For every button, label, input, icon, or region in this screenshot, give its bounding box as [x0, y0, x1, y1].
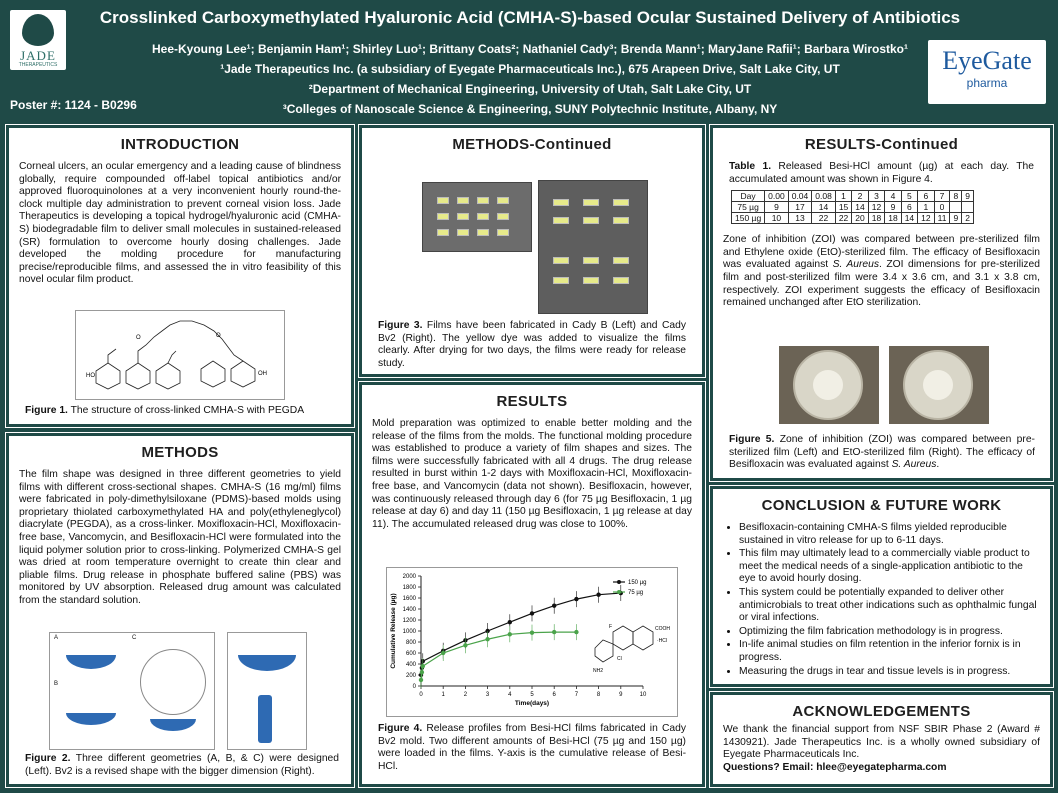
eyegate-logo-text: EyeGate	[942, 46, 1032, 75]
y-tick-label: 1800	[402, 585, 416, 591]
x-tick-label: 6	[552, 692, 556, 698]
data-point	[552, 604, 556, 608]
acknowledgements-panel	[710, 692, 1053, 787]
svg-text:OH: OH	[258, 371, 267, 377]
figure-5-species: S. Aureus	[891, 459, 937, 471]
data-point	[485, 637, 489, 641]
structure-ring	[613, 626, 633, 650]
author-block	[80, 39, 980, 119]
table-cell: 22	[835, 213, 851, 224]
list-item: • Optimizing the film fabrication methodology is in progress.	[739, 626, 1040, 639]
table-cell: 0	[934, 202, 950, 213]
methods-text: The film shape was designed in three different geometries to yield films with different cross-sectional shapes. CMHA-S (16 mg/ml) films were fabricated in poly-dimethylsiloxane (PDMS)-based molds using proprietary thiolated carboxymethylated HA and poly(ethyleneglycol) diacrylate (PEGDA), as a cross-linker. Moxifloxacin-HCl, Moxifloxacin-free base, Vancomycin, and Besifloxacin-HCl were formulated into the liquid polymer solution prior to cross-linking. Polymerized CMHA-S gel was dried at room temperature overnight to create thin clear and pliable films. Drug release in phosphate buffered saline (PBS) was monitored by UV absorption. Released drug amount was calculated from the standard solution.	[19, 469, 341, 606]
bv2-top-shape	[238, 655, 296, 671]
structure-ring	[633, 626, 653, 650]
poster-header	[0, 0, 1058, 118]
bv2-geometry-figure	[227, 632, 307, 750]
figure-2-text: Three different geometries (A, B, & C) were designed (Left). Bv2 is a revised shape with the bigger dimension (Right).	[25, 753, 339, 777]
results-text: Mold preparation was optimized to enable better molding and the release of the films from the molds. The functional molding procedure was established to produce a variety of film shapes and sizes. The films were successfully fabricated with all 4 drugs. The drug release resulted in burst within 1-2 days with Moxifloxacin-HCl, Moxifloxacin-free base, and Vancomycin (data not shown). Besifloxacin, however, was continuously released through day 6 (for 75 µg Besifloxacin, 1 µg release at day 6) and day 11 (150 µg Besifloxacin, 1 µg release at day 11). The accumulated released drug was close to 100%.	[372, 418, 692, 530]
eyegate-logo	[928, 40, 1046, 104]
poster-title: Crosslinked Carboxymethylated Hyaluronic Acid (CMHA-S)-based Ocular Sustained Delivery of Antibiotics	[99, 8, 961, 27]
jade-logo	[10, 10, 66, 70]
y-tick-label: 600	[405, 651, 416, 657]
contact-email[interactable]: Questions? Email: hlee@eyegatepharma.com	[723, 761, 947, 773]
table-header-row	[732, 191, 974, 202]
list-item: • Measuring the drugs in tear and tissue levels is in progress.	[739, 666, 1040, 679]
film-photo-cady-b	[422, 182, 532, 252]
y-tick-label: 1200	[402, 618, 416, 624]
table-cell: 22	[812, 213, 836, 224]
table-cell: 15	[835, 202, 851, 213]
data-point	[508, 632, 512, 636]
table-header-cell: 0.08	[812, 191, 836, 202]
zoi-plate-pre-sterilized	[779, 346, 879, 424]
table-row	[732, 202, 974, 213]
table-header-cell: 1	[835, 191, 851, 202]
figure-5-end: .	[936, 459, 940, 471]
release-profile-chart	[387, 568, 677, 716]
figure-5-caption	[719, 434, 1045, 472]
introduction-panel	[6, 125, 354, 427]
table-header-cell: 0.04	[788, 191, 812, 202]
y-axis-label: Cumulative Release (µg)	[390, 593, 397, 669]
table-cell: 14	[901, 213, 917, 224]
film-photo-cady-bv2	[538, 180, 648, 314]
structure-label: ·HCl	[657, 638, 667, 644]
table-cell: 10	[765, 213, 789, 224]
y-tick-label: 0	[412, 684, 416, 690]
eyegate-logo-subtext: pharma	[966, 76, 1008, 90]
table-cell: 18	[885, 213, 901, 224]
table-cell: 11	[934, 213, 950, 224]
data-point	[530, 611, 534, 615]
figure-2-label: Figure 2.	[25, 753, 71, 764]
list-item: • Besifloxacin-containing CMHA-S films yielded reproducible sustained in vitro release for up to 6-11 days.	[739, 522, 1040, 547]
table-cell: 18	[868, 213, 884, 224]
poster-number: Poster #: 1124 - B0296	[10, 98, 137, 112]
y-tick-label: 800	[405, 640, 416, 646]
figure-1-label: Figure 1.	[25, 405, 68, 416]
figure-4-label: Figure 4.	[378, 723, 423, 734]
list-item: • This film may ultimately lead to a commercially viable product to meet the medical needs of a single-application antibiotic to the eye to avoid hourly dosing.	[739, 548, 1040, 586]
table-cell: 12	[868, 202, 884, 213]
methods-heading: METHODS	[141, 444, 219, 461]
table-header-cell: 0.00	[765, 191, 789, 202]
table-cell	[962, 202, 974, 213]
figure-5-text: Zone of inhibition (ZOI) was compared between pre-sterilized film (Left) and EtO-sterilized film (Right). The efficacy of Besifloxacin was evaluated against	[729, 434, 1035, 471]
data-point	[574, 630, 578, 634]
table-1-text: Released Besi-HCl amount (µg) at each day. The accumulated amount was shown in Figure 4.	[729, 161, 1035, 185]
affiliation-3: ³Colleges of Nanoscale Science & Engineering, SUNY Polytechnic Institute, Albany, NY	[282, 102, 778, 116]
data-point	[421, 664, 425, 668]
table-cell: 17	[788, 202, 812, 213]
table-cell: 9	[765, 202, 789, 213]
svg-text:HO: HO	[86, 373, 95, 379]
table-header-cell: 7	[934, 191, 950, 202]
x-tick-label: 2	[463, 692, 468, 698]
data-point	[596, 593, 600, 597]
affiliation-1: ¹Jade Therapeutics Inc. (a subsidiary of Eyegate Pharmaceuticals Inc.), 675 Arapeen Drive, Salt Lake City, UT	[220, 62, 840, 76]
table-cell: 75 µg	[732, 202, 765, 213]
methods-panel	[6, 433, 354, 787]
structure-label: Cl	[617, 656, 622, 662]
legend-label: 75 µg	[628, 590, 644, 596]
data-point	[463, 643, 467, 647]
x-tick-label: 4	[508, 692, 512, 698]
structure-label: F	[609, 624, 613, 630]
y-tick-label: 200	[405, 673, 416, 679]
zoi-text-a: Zone of inhibition (ZOI) was compared between pre-sterilized film and Ethylene oxide (EtO)-sterilized film. The efficacy of Besifloxacin was evaluated against	[723, 234, 1040, 271]
table-cell: 14	[812, 202, 836, 213]
table-cell: 1	[918, 202, 934, 213]
conclusion-panel	[710, 486, 1053, 687]
table-header-cell: 8	[950, 191, 962, 202]
chemical-structure-drawing	[76, 311, 284, 399]
x-tick-label: 10	[639, 692, 647, 698]
x-tick-label: 3	[485, 692, 490, 698]
table-cell: 13	[788, 213, 812, 224]
table-1-label: Table 1.	[729, 161, 772, 172]
legend-marker	[617, 590, 621, 594]
y-tick-label: 1600	[402, 596, 416, 602]
figure-4-text: Release profiles from Besi-HCl films fabricated in Cady Bv2 mold. Two different amounts of Besi-HCl (75 µg and 150 µg) were loaded in the films. Y-axis is the cumulative release of Besi-HCl.	[378, 723, 686, 772]
data-point	[420, 670, 424, 674]
drop-icon	[22, 14, 54, 46]
figure-3-caption	[368, 320, 696, 370]
figure-4-caption	[368, 723, 696, 773]
release-amount-table	[731, 190, 974, 224]
table-cell: 2	[962, 213, 974, 224]
figure-1-caption	[15, 405, 345, 418]
jade-logo-subtext: THERAPEUTICS	[18, 62, 58, 68]
cmhas-structure-figure	[75, 310, 285, 400]
conclusion-list	[713, 522, 1050, 678]
results-continued-heading: RESULTS-Continued	[804, 136, 959, 153]
table-cell: 9	[950, 213, 962, 224]
affiliation-2: ²Department of Mechanical Engineering, University of Utah, Salt Lake City, UT	[308, 82, 752, 96]
y-tick-label: 2000	[402, 574, 416, 580]
introduction-heading: INTRODUCTION	[120, 136, 240, 153]
legend-label: 150 µg	[628, 580, 647, 586]
release-profile-figure	[386, 567, 678, 717]
table-cell	[950, 202, 962, 213]
structure-ring	[595, 640, 613, 662]
y-tick-label: 1000	[402, 629, 416, 635]
table-cell: 20	[852, 213, 868, 224]
figure-3-text: Films have been fabricated in Cady B (Left) and Cady Bv2 (Right). The yellow dye was added to visualize the films clearly. After drying for two days, the films were ready for release study.	[378, 320, 686, 369]
table-cell: 6	[901, 202, 917, 213]
methods-continued-heading: METHODS-Continued	[452, 136, 612, 153]
x-tick-label: 8	[596, 692, 601, 698]
list-item: • This system could be potentially expanded to deliver other antimicrobials to treat other indications such as ophthalmic fungal or viral infections.	[739, 587, 1040, 625]
results-continued-panel	[710, 125, 1053, 481]
figure-1-text: The structure of cross-linked CMHA-S with PEGDA	[67, 405, 305, 416]
x-tick-label: 1	[441, 692, 445, 698]
data-point	[574, 597, 578, 601]
zoi-text-b: . ZOI dimensions for pre-sterilized film and post-sterilized film were 3.4 x 3.6 cm, and 3.1 x 3.8 cm, respectively. ZOI experiment suggests the efficacy of Besifloxacin remained unchanged after EtO sterilization.	[723, 259, 1040, 309]
table-cell: 12	[918, 213, 934, 224]
geometry-b-shape	[66, 713, 116, 725]
results-heading: RESULTS	[496, 393, 568, 410]
table-header-cell: 4	[885, 191, 901, 202]
table-cell: 14	[852, 202, 868, 213]
bv2-side-shape	[258, 695, 272, 743]
structure-label: NH2	[593, 668, 604, 674]
figure-3-label: Figure 3.	[378, 320, 423, 331]
results-panel	[359, 382, 705, 787]
geometry-b-label: B	[54, 681, 59, 687]
geometry-c-circle	[140, 649, 206, 715]
table-header-cell: 6	[918, 191, 934, 202]
table-cell: 150 µg	[732, 213, 765, 224]
introduction-text: Corneal ulcers, an ocular emergency and a leading cause of blindness globally, require compounded off-label topical antibiotics and/or approved fluoroquinolones at a very inconvenient hourly round-the-clock multiple day administration to prevent corneal vision loss. Jade Therapeutics is developing a topical hydrogel/hyaluronic acid (CMHA-S) biodegradable film to deliver small molecules in sustained-released (SR) formulation to overcome hourly dosing challenges. Jade developed the molding procedure for manufacturing precise/reproducible films, and assessed the in vitro feasibility of this novel ocular film product.	[19, 161, 341, 286]
x-tick-label: 0	[419, 692, 423, 698]
table-1-caption	[713, 161, 1050, 186]
x-tick-label: 9	[619, 692, 623, 698]
table-header-cell: 2	[852, 191, 868, 202]
zoi-species: S. Aureus	[832, 259, 880, 271]
table-header-cell: Day	[732, 191, 765, 202]
data-point	[530, 630, 534, 634]
conclusion-heading: CONCLUSION & FUTURE WORK	[761, 497, 1002, 514]
figure-5-label: Figure 5.	[729, 434, 775, 445]
acknowledgements-text: We thank the financial support from NSF SBIR Phase 2 (Award # 1430921). Jade Therapeutics Inc. is a wholly owned subsidiary of Eyegate Pharmaceuticals Inc.	[723, 724, 1040, 761]
mold-geometry-figure	[49, 632, 215, 750]
data-point	[441, 651, 445, 655]
legend-marker	[617, 580, 621, 584]
geometry-c-shape	[150, 719, 196, 731]
x-tick-label: 5	[530, 692, 534, 698]
svg-text:O: O	[216, 333, 221, 339]
x-tick-label: 7	[574, 692, 579, 698]
structure-label: COOH	[655, 626, 670, 632]
svg-text:O: O	[136, 335, 141, 341]
methods-continued-panel	[359, 125, 705, 377]
data-point	[419, 678, 423, 682]
zoi-text	[713, 234, 1050, 310]
geometry-a-label: A	[54, 635, 59, 641]
y-tick-label: 1400	[402, 607, 416, 613]
data-point	[552, 630, 556, 634]
geometry-c-label: C	[132, 635, 137, 641]
x-axis-label: Time(days)	[514, 700, 550, 707]
list-item: • In-life animal studies on film retention in the inferior fornix is in progress.	[739, 639, 1040, 664]
jade-logo-text: JADE	[20, 48, 56, 63]
table-header-cell: 5	[901, 191, 917, 202]
table-row	[732, 213, 974, 224]
y-tick-label: 400	[405, 662, 416, 668]
zoi-plate-eto-sterilized	[889, 346, 989, 424]
table-header-cell: 9	[962, 191, 974, 202]
data-point	[508, 620, 512, 624]
series-line	[421, 632, 576, 680]
table-cell: 9	[885, 202, 901, 213]
figure-2-caption	[15, 753, 349, 778]
table-header-cell: 3	[868, 191, 884, 202]
author-list: Hee-Kyoung Lee¹; Benjamin Ham¹; Shirley Luo¹; Brittany Coats²; Nathaniel Cady³; Brenda Mann¹; MaryJane Rafii¹; Barbara Wirostko¹	[152, 42, 908, 56]
geometry-a-shape	[66, 655, 116, 669]
acknowledgements-heading: ACKNOWLEDGEMENTS	[792, 703, 971, 720]
